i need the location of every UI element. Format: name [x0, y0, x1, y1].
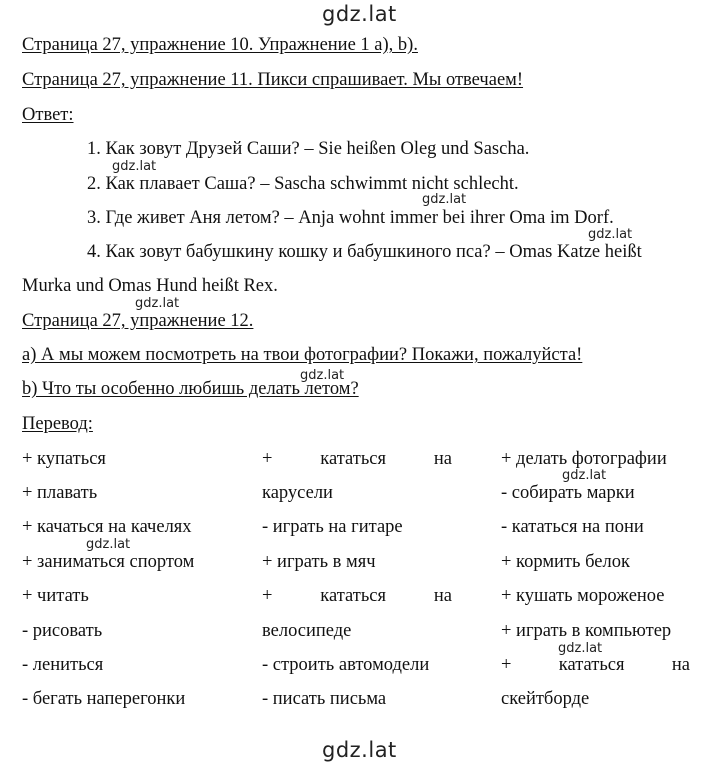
watermark-top: gdz.lat	[322, 2, 397, 26]
activity-item: + заниматься спортом	[22, 552, 195, 572]
activity-word: на	[433, 586, 452, 606]
answer-item: 4. Как зовут бабушкину кошку и бабушкиного пса? – Omas Katze heißt	[87, 242, 642, 262]
activity-item-justified	[262, 450, 452, 469]
activity-item: + качаться на качелях	[22, 517, 192, 537]
watermark: gdz.lat	[86, 537, 131, 552]
activity-word: кататься	[320, 449, 387, 469]
activity-word: кататься	[320, 586, 387, 606]
activity-item: + кушать мороженое	[501, 586, 665, 606]
activity-item: + кормить белок	[501, 552, 630, 572]
answer-item-continuation: Murka und Omas Hund heißt Rex.	[22, 276, 278, 296]
activity-item-justified	[262, 587, 452, 606]
answer-label: Ответ:	[22, 105, 74, 125]
watermark: gdz.lat	[558, 641, 603, 656]
activity-item: + плавать	[22, 483, 98, 503]
heading-exercise-12: Страница 27, упражнение 12.	[22, 311, 254, 331]
activity-word: на	[671, 655, 690, 675]
answer-item: 2. Как плавает Саша? – Sascha schwimmt nicht schlecht.	[87, 174, 519, 194]
activity-item: + играть в мяч	[262, 552, 376, 572]
activity-item-justified	[501, 656, 690, 675]
activity-item-continuation: карусели	[262, 483, 333, 503]
watermark: gdz.lat	[562, 468, 607, 483]
activity-item: + читать	[22, 586, 89, 606]
activity-item-continuation: велосипеде	[262, 621, 352, 641]
activity-item: - лениться	[22, 655, 104, 675]
watermark: gdz.lat	[135, 296, 180, 311]
activity-item-continuation: скейтборде	[501, 689, 590, 709]
heading-exercise-11: Страница 27, упражнение 11. Пикси спрашивает. Мы отвечаем!	[22, 70, 524, 90]
watermark: gdz.lat	[422, 192, 467, 207]
activity-item: + купаться	[22, 449, 106, 469]
activity-item: - писать письма	[262, 689, 387, 709]
answer-item: 1. Как зовут Друзей Саши? – Sie heißen Oleg und Sascha.	[87, 139, 530, 159]
activity-item: - играть на гитаре	[262, 517, 403, 537]
translation-label: Перевод:	[22, 414, 93, 434]
activity-word: кататься	[558, 655, 625, 675]
activity-item: - собирать марки	[501, 483, 635, 503]
plus-sign: +	[262, 449, 273, 469]
activity-item: - бегать наперегонки	[22, 689, 186, 709]
activity-word: на	[433, 449, 452, 469]
watermark: gdz.lat	[300, 368, 345, 383]
exercise-12-b: b) Что ты особенно любишь делать летом?	[22, 379, 359, 399]
watermark: gdz.lat	[112, 159, 157, 174]
exercise-12-a: a) А мы можем посмотреть на твои фотографии? Покажи, пожалуйста!	[22, 345, 583, 365]
answer-item: 3. Где живет Аня летом? – Anja wohnt immer bei ihrer Oma im Dorf.	[87, 208, 614, 228]
activity-item: - рисовать	[22, 621, 103, 641]
activity-item: - кататься на пони	[501, 517, 644, 537]
activity-item: - строить автомодели	[262, 655, 430, 675]
plus-sign: +	[262, 586, 273, 606]
plus-sign: +	[501, 655, 512, 675]
watermark-bottom: gdz.lat	[322, 738, 397, 762]
watermark: gdz.lat	[588, 227, 633, 242]
activity-item: + играть в компьютер	[501, 621, 672, 641]
heading-exercise-10: Страница 27, упражнение 10. Упражнение 1 a), b).	[22, 35, 418, 55]
activity-item: + делать фотографии	[501, 449, 667, 469]
